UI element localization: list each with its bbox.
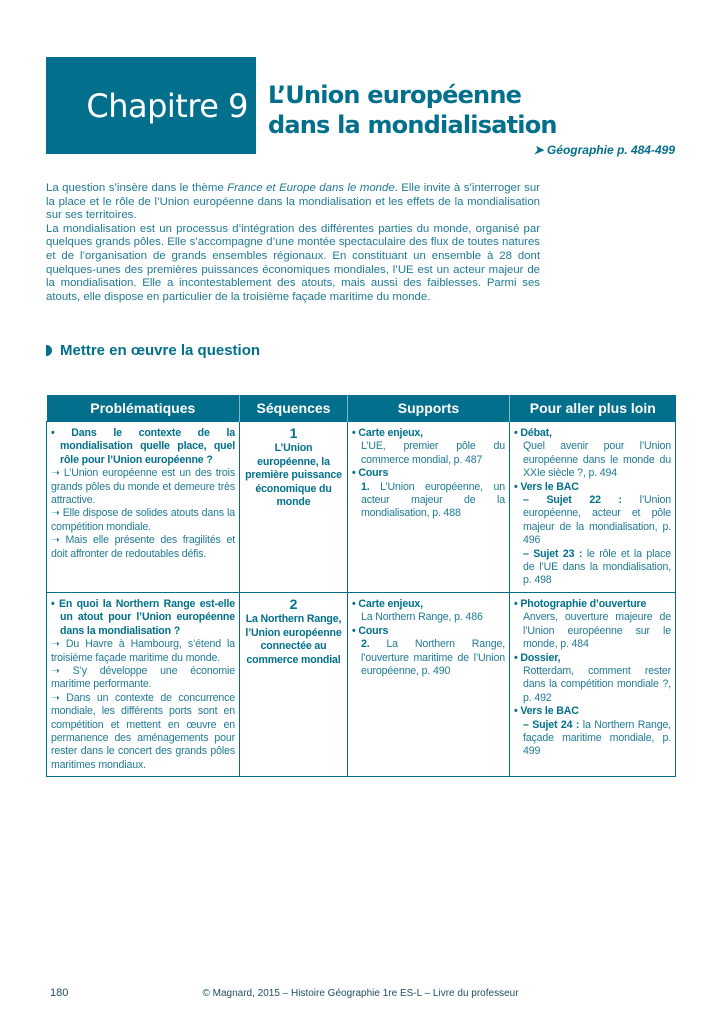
cell-line bbox=[51, 665, 235, 692]
intro-theme: France et Europe dans le monde bbox=[227, 182, 395, 194]
problematique-cell bbox=[47, 422, 240, 593]
cell-bold-text: • En quoi la Northern Range est-elle un atout pour l’Union européenne dans la mondialisation ? bbox=[51, 597, 235, 637]
cell-line bbox=[51, 467, 235, 507]
cell-text: ➝ Mais elle présente des fragilités et doit affronter de redoutables défis. bbox=[51, 534, 235, 560]
plus-loin-cell bbox=[510, 592, 676, 776]
header-sequences: Séquences bbox=[240, 395, 348, 422]
cell-line bbox=[51, 638, 235, 665]
cell-line bbox=[352, 598, 505, 611]
cell-text: La Northern Range, p. 486 bbox=[361, 611, 483, 624]
table-row bbox=[47, 422, 676, 593]
page-number: 180 bbox=[50, 987, 69, 999]
cell-bold-text: • Carte enjeux, bbox=[352, 427, 423, 439]
header-supports: Supports bbox=[348, 395, 510, 422]
cell-text: Rotterdam, comment rester dans la compétition mondiale ?, p. 492 bbox=[523, 664, 671, 704]
cell-line bbox=[51, 534, 235, 561]
cell-line bbox=[352, 638, 505, 678]
section-heading bbox=[46, 342, 260, 359]
intro-text: . Elle invite à s’interroger sur la place et le rôle de l’Union européenne dans la mondialisation et les effets de la mondialisation sur ses territoires. bbox=[46, 182, 540, 222]
cell-text: l’Union européenne, acteur et pôle majeur de la mondialisation, p. 496 bbox=[523, 494, 671, 547]
cell-text: ➝ Elle dispose de solides atouts dans la compétition mondiale. bbox=[51, 507, 235, 533]
cell-line bbox=[514, 494, 671, 548]
cell-text: L’UE, premier pôle du commerce mondial, p. 487 bbox=[361, 440, 505, 466]
chapter-title bbox=[268, 80, 557, 140]
table-row bbox=[47, 592, 676, 776]
footer-credit: © Magnard, 2015 – Histoire Géographie 1re ES-L – Livre du professeur bbox=[202, 988, 519, 999]
cell-text: le rôle et la place de l’UE dans la mondialisation, p. 498 bbox=[523, 547, 671, 587]
cell-line bbox=[514, 705, 671, 718]
table-header-row bbox=[47, 395, 676, 422]
cell-line bbox=[51, 507, 235, 534]
chapter-label: Chapitre 9 bbox=[86, 87, 248, 125]
cell-bold-text: • Carte enjeux, bbox=[352, 597, 423, 610]
cell-line bbox=[352, 611, 505, 624]
cell-line bbox=[352, 440, 505, 467]
sequence-title: L’Union européenne, la première puissance économique du monde bbox=[245, 442, 342, 509]
cell-text: la Northern Range, façade maritime mondiale, p. 499 bbox=[523, 718, 671, 758]
sequence-title: La Northern Range, l’Union européenne connectée au commerce mondial bbox=[245, 613, 342, 666]
supports-cell bbox=[348, 592, 510, 776]
header-plus-loin: Pour aller plus loin bbox=[510, 395, 676, 422]
cell-bold-text: • Vers le BAC bbox=[514, 705, 579, 718]
cell-line bbox=[51, 427, 235, 467]
cell-text: ➝ L’Union européenne est un des trois grands pôles du monde et demeure très attractive. bbox=[51, 467, 235, 507]
cell-text: La Northern Range, l’ouverture maritime de l’Union européenne, p. 490 bbox=[361, 638, 505, 677]
introduction bbox=[46, 182, 540, 304]
intro-paragraph-1 bbox=[46, 182, 540, 223]
cell-line bbox=[352, 481, 505, 521]
cell-line bbox=[514, 719, 671, 759]
cell-line bbox=[514, 598, 671, 611]
plus-loin-cell bbox=[510, 422, 676, 593]
cell-bold-text: – Sujet 23 : bbox=[523, 547, 583, 560]
cell-line bbox=[514, 652, 671, 665]
cell-bold-text: • Vers le BAC bbox=[514, 480, 579, 493]
cell-line bbox=[514, 611, 671, 651]
cell-line bbox=[514, 548, 671, 588]
intro-paragraph-2: La mondialisation est un processus d’intégration des différentes parties du monde, organisé par quelques grands pôles. Elle s’accompagne d’une montée spectaculaire des flux de toutes natures et de l’organisation de grands ensembles régionaux. En constituant un ensemble à 28 dont quelques-unes des premières puissances économiques mondiales, l’UE est un acteur majeur de la mondialisation. Elle a incontestablement des atouts, mais aussi des faiblesses. Parmi ses atouts, elle dispose en particulier de la troisième façade maritime du monde. bbox=[46, 222, 540, 303]
cell-bold-text: • Dossier, bbox=[514, 651, 561, 664]
section-marker-icon bbox=[46, 345, 52, 356]
sequence-cell bbox=[240, 422, 348, 593]
cell-text: ➝ S’y développe une économie maritime performante. bbox=[51, 664, 235, 691]
cell-bold-text: – Sujet 22 : bbox=[523, 494, 622, 507]
chapter-title-line-1: L’Union européenne bbox=[268, 81, 522, 109]
cell-line bbox=[51, 692, 235, 772]
planning-table bbox=[46, 395, 676, 777]
cell-line bbox=[514, 427, 671, 440]
cell-bold-text: • Cours bbox=[352, 467, 389, 480]
cell-bold-text: • Photographie d’ouverture bbox=[514, 597, 647, 610]
cell-line bbox=[514, 481, 671, 494]
cell-line bbox=[352, 625, 505, 638]
sequence-number: 1 bbox=[289, 425, 298, 441]
textbook-reference: ➤ Géographie p. 484-499 bbox=[533, 143, 675, 157]
cell-bold-text: 1. bbox=[361, 480, 370, 493]
sequence-number: 2 bbox=[289, 595, 298, 612]
cell-line bbox=[51, 598, 235, 638]
cell-line bbox=[514, 440, 671, 480]
sequence-cell bbox=[240, 592, 348, 776]
cell-bold-text: • Cours bbox=[352, 624, 389, 637]
problematique-cell bbox=[47, 592, 240, 776]
cell-bold-text: 2. bbox=[361, 638, 370, 651]
cell-text: L’Union européenne, un acteur majeur de la mondialisation, p. 488 bbox=[361, 480, 505, 520]
cell-line bbox=[352, 467, 505, 480]
cell-bold-text: • Dans le contexte de la mondialisation quelle place, quel rôle pour l’Union européenne ? bbox=[51, 427, 235, 466]
cell-text: ➝ Dans un contexte de concurrence mondiale, les différents ports sont en compétition et mettent en œuvre en permanence des aménagements pour rester dans le concert des grands pôles maritimes mondiaux. bbox=[51, 691, 235, 771]
section-title: Mettre en œuvre la question bbox=[60, 342, 261, 359]
supports-cell bbox=[348, 422, 510, 593]
cell-bold-text: • Débat, bbox=[514, 427, 552, 439]
chapter-title-line-2: dans la mondialisation bbox=[268, 111, 557, 139]
intro-text: La question s’insère dans le thème bbox=[46, 182, 228, 194]
cell-line bbox=[352, 427, 505, 440]
header-problematiques: Problématiques bbox=[47, 395, 240, 422]
cell-bold-text: – Sujet 24 : bbox=[523, 718, 580, 731]
cell-text: ➝ Du Havre à Hambourg, s’étend la troisième façade maritime du monde. bbox=[51, 638, 235, 664]
cell-text: Anvers, ouverture majeure de l’Union européenne sur le monde, p. 484 bbox=[523, 611, 671, 651]
cell-line bbox=[514, 665, 671, 705]
cell-text: Quel avenir pour l’Union européenne dans le monde du XXIe siècle ?, p. 494 bbox=[523, 440, 671, 480]
chapter-banner bbox=[46, 57, 256, 154]
